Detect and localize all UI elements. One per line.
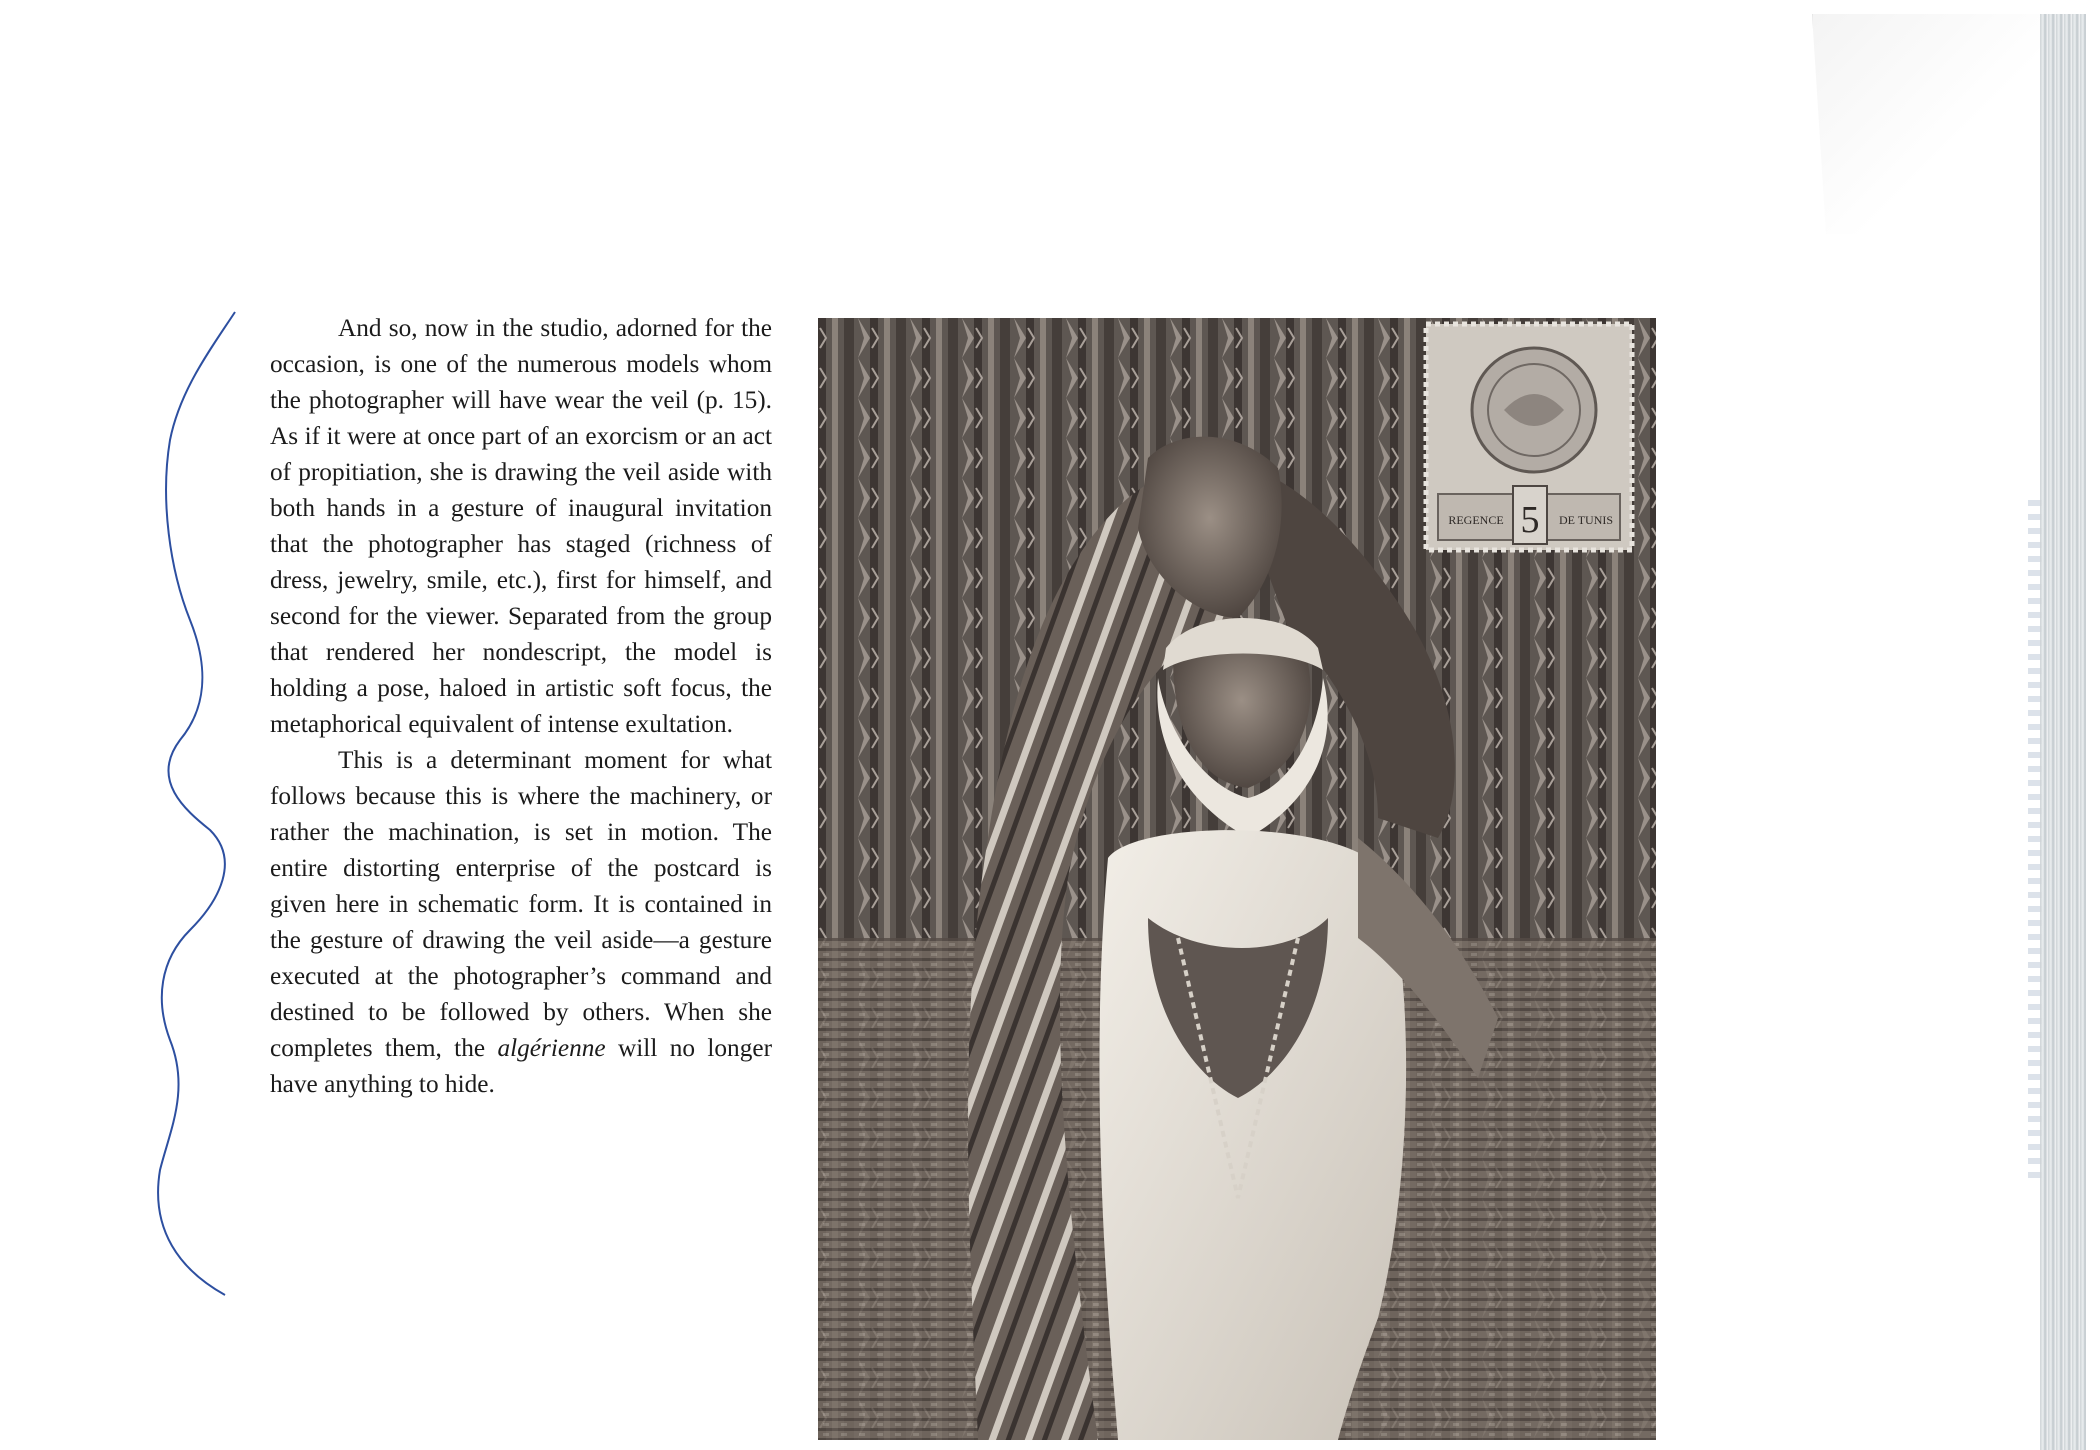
postage-stamp [1426,324,1632,550]
body-paragraph-2-end: will no longer have anything to hide. [270,1034,772,1098]
stamp-value: 5 [1520,499,1540,541]
body-text-column [270,310,772,1102]
pen-margin-annotation [130,310,270,1300]
algerienne-italic: algérienne [497,1034,606,1062]
body-paragraph-2-text: This is a determinant moment for what follows because this is where the machinery, or rather the machination, is set in motion. The entire distorting enterprise of the postcard is given here in schematic form. It is contained in the gesture of drawing the veil aside—a gesture executed at the photographer’s command and destined to be followed by others. When she completes them, the [270,746,772,1062]
body-paragraph-1: And so, now in the studio, adorned for the occasion, is one of the numerous models whom the photographer will have wear the veil (p. 15). As if it were at once part of an exorcism or an act of propitiation, she is drawing the veil aside with both hands in a gesture of inaugural invitation that the photographer has staged (richness of dress, jewelry, smile, etc.), first for himself, and second for the viewer. Separated from the group that rendered her nondescript, the model is holding a pose, haloed in artistic soft focus, the metaphorical equivalent of intense exultation. [270,314,772,738]
body-paragraph-2 [270,742,772,1102]
book-page-edge [2040,14,2086,1450]
folded-page-corner [1812,14,2045,234]
stamp-left-text: REGENCE [1448,513,1504,527]
postcard-photograph [818,318,1656,1440]
stamp-right-text: DE TUNIS [1558,513,1614,527]
